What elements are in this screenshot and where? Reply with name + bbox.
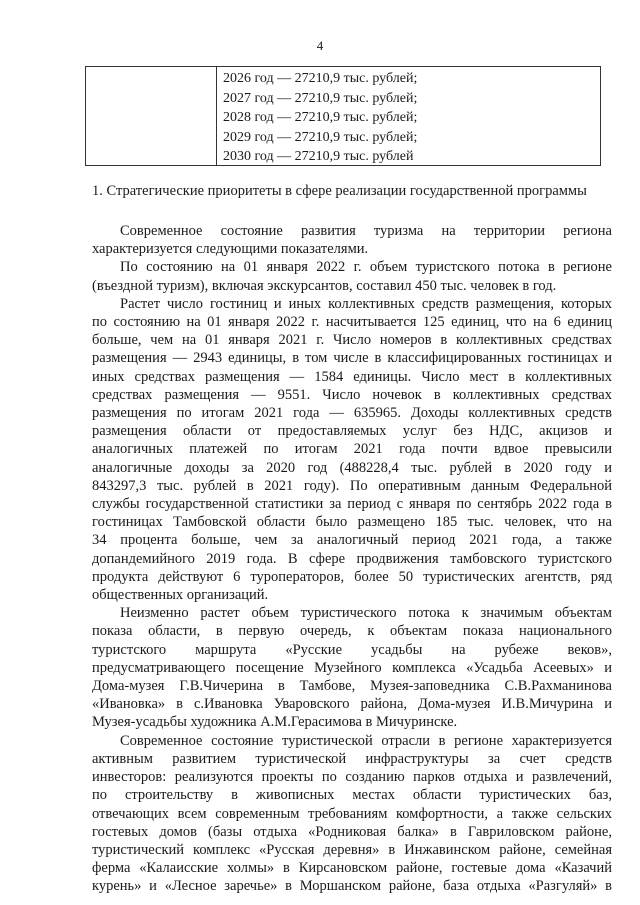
text-line: 34 процента больше, чем за аналогичный период 2021 года, а также <box>92 532 612 549</box>
text-line: характеризуется следующими показателями. <box>92 241 369 258</box>
text-line: Современное состояние туристической отрасли в регионе характеризуется <box>120 732 612 749</box>
body-text <box>92 222 612 896</box>
text-line: размещения — 2943 единицы, в том числе в классифицированных гостиницах и <box>92 350 612 367</box>
text-line: отвечающих всем современным требованиям комфортности, а также сельских <box>92 805 612 822</box>
paragraph <box>92 295 612 604</box>
funding-table-empty-cell <box>86 67 217 165</box>
text-line: больше, чем на 01 января 2021 г. Число номеров в коллективных средствах <box>92 332 612 349</box>
funding-table <box>85 66 601 166</box>
text-line: По состоянию на 01 января 2022 г. объем туристского потока в регионе <box>120 259 612 276</box>
text-line: активным развитием туристической инфраструктуры за счет средств <box>92 750 612 767</box>
funding-row: 2029 год — 27210,9 тыс. рублей; <box>223 129 418 145</box>
text-line: туристический комплекс «Русская деревня» в Инжавинском районе, семейная <box>92 841 612 858</box>
text-line: службы государственной статистики за период с января по сентябрь 2022 года в <box>92 496 612 513</box>
text-line: Растет число гостиниц и иных коллективных средств размещения, которых <box>120 295 612 312</box>
text-line: допандемийного 2019 года. В сфере продвижения тамбовского туристского <box>92 550 612 567</box>
text-line: гостиницах Тамбовской области было размещено 185 тыс. человек, что на <box>92 514 612 531</box>
text-line: гостевых домов (базы отдыха «Родниковая балка» в Гавриловском районе, <box>92 823 612 840</box>
text-line: средствах размещения — 9551. Число ночевок в коллективных средствах <box>92 386 612 403</box>
text-line: курень» и «Лесное заречье» в Моршанском районе, база отдыха «Разгуляй» в <box>92 878 612 895</box>
text-line: туристского маршрута «Русские усадьбы на рубеже веков», <box>92 641 612 658</box>
text-line: общественных организаций. <box>92 587 269 604</box>
text-line: Современное состояние развития туризма на территории региона <box>120 223 612 239</box>
text-line: продукта действуют 6 туроператоров, более 50 туристических агентств, ряд <box>92 568 612 585</box>
text-line: размещения по итогам 2021 года — 635965. Доходы коллективных средств <box>92 405 612 422</box>
text-line: по строительству в живописных местах области туристических баз, <box>92 787 612 804</box>
paragraph <box>92 732 612 896</box>
text-line: по состоянию на 01 января 2022 г. насчитывается 125 единиц, что на 6 единиц <box>92 314 612 331</box>
text-line: иных средствах размещения — 1584 единицы. Число мест в коллективных <box>92 368 612 385</box>
text-line: показа области, в первую очередь, к объектам показа национального <box>92 623 612 640</box>
paragraph <box>92 604 612 731</box>
section-heading: 1. Стратегические приоритеты в сфере реализации государственной программы <box>92 183 587 199</box>
text-line: «Ивановка» в с.Ивановка Уваровского района, Дома-музея И.В.Мичурина и <box>92 696 612 713</box>
paragraph <box>92 258 612 294</box>
funding-row: 2028 год — 27210,9 тыс. рублей; <box>223 110 418 125</box>
text-line: 843297,3 тыс. рублей в 2021 году). По оперативным данным Федеральной <box>92 477 612 494</box>
paragraph <box>92 222 612 258</box>
text-line: Музея-усадьбы художника А.М.Герасимова в Мичуринске. <box>92 714 458 731</box>
text-line: Неизменно растет объем туристического потока к значимым объектам <box>120 605 612 622</box>
text-line: предусматривающего посещение Музейного комплекса «Усадьба Асеевых» и <box>92 659 612 676</box>
text-line: инвесторов: реализуются проекты по созданию парков отдыха и развлечений, <box>92 769 612 786</box>
text-line: Дома-музея Г.В.Чичерина в Тамбове, Музея-заповедника С.В.Рахманинова <box>92 678 612 695</box>
text-line: размещения области от предоставляемых услуг без НДС, акцизов и <box>92 423 612 440</box>
text-line: ферма «Калаисские холмы» в Кирсановском районе, гостевые дома «Казачий <box>92 860 612 877</box>
funding-row: 2030 год — 27210,9 тыс. рублей <box>223 149 414 164</box>
text-line: аналогичные доходы за 2020 год (488228,4 тыс. рублей в 2020 году и <box>92 459 612 476</box>
page-number: 4 <box>316 38 324 53</box>
text-line: аналогичных платежей по итогам 2021 года почти вдвое превысили <box>92 441 612 458</box>
funding-table-values-cell <box>217 67 417 165</box>
funding-row: 2027 год — 27210,9 тыс. рублей; <box>223 90 418 106</box>
funding-row: 2026 год — 27210,9 тыс. рублей; <box>223 71 418 86</box>
text-line: (въездной туризм), включая экскурсантов, составил 450 тыс. человек в год. <box>92 277 557 294</box>
